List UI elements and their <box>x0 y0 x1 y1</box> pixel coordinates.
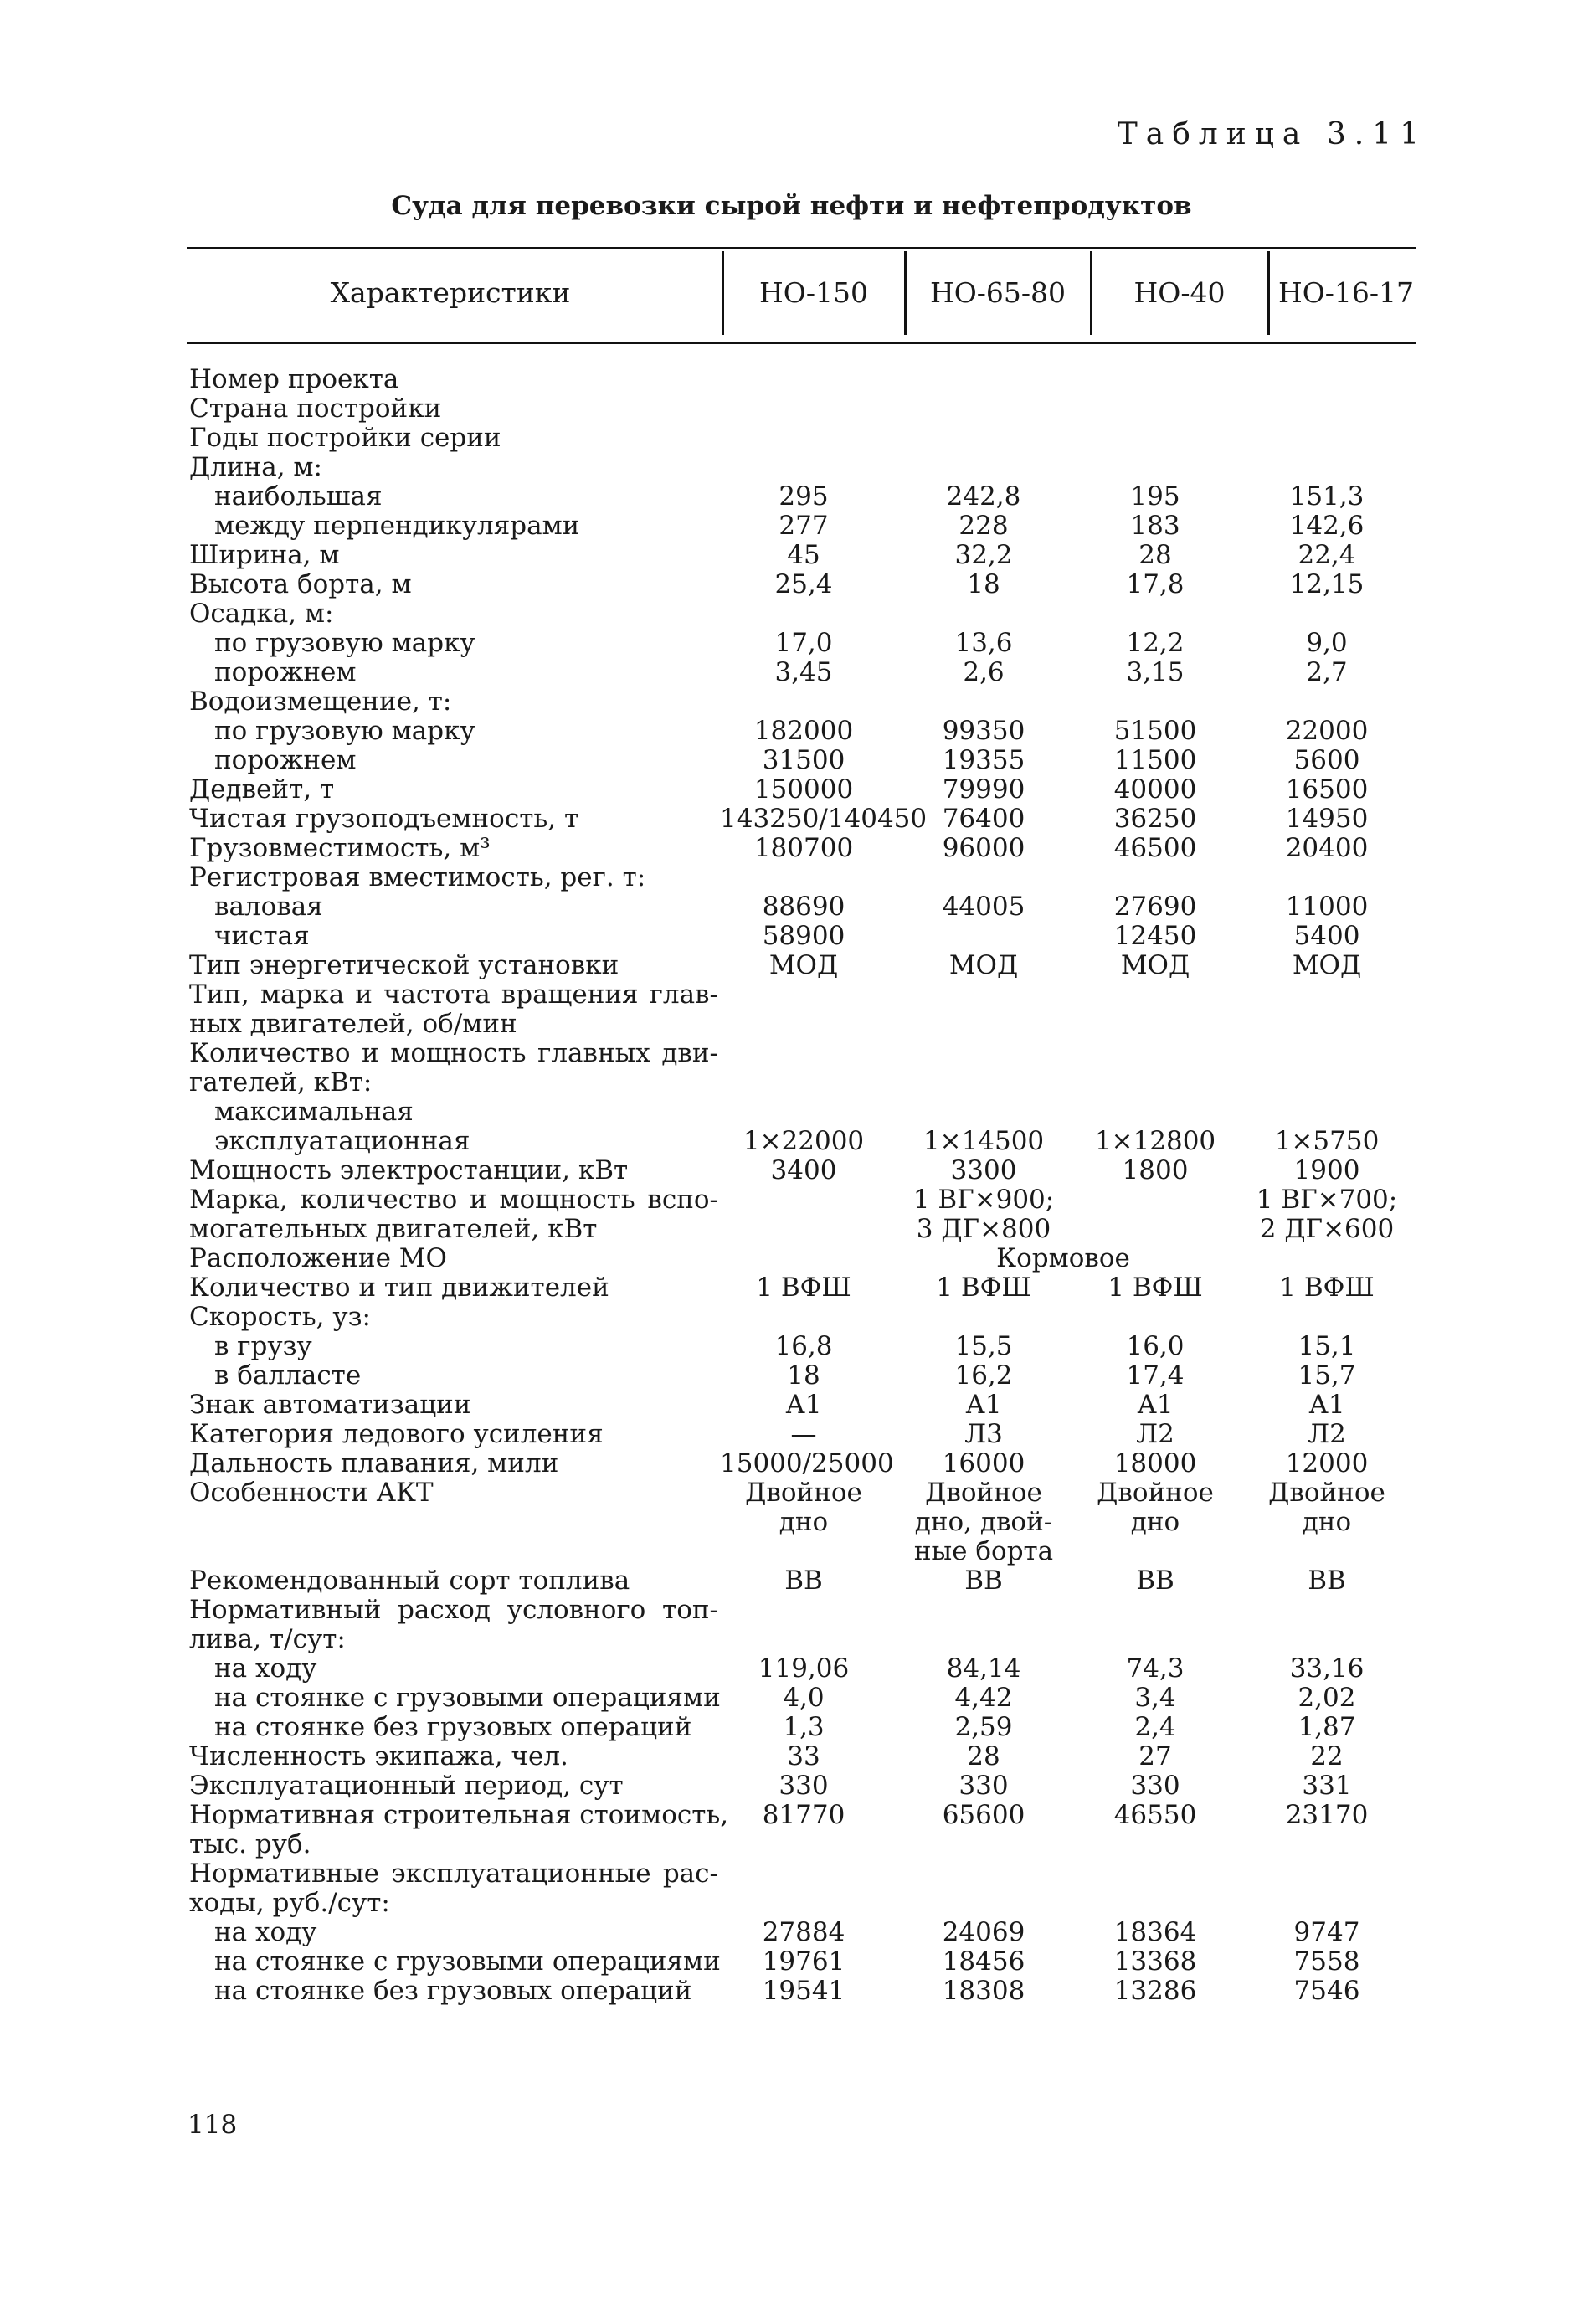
table-header-rule <box>187 342 1416 344</box>
row-label: Нормативная строительная стоимость, <box>189 1800 729 1830</box>
cell-no-40: 36250 <box>1113 804 1197 834</box>
cell-no-150: 17,0 <box>774 628 833 658</box>
cell-no-40: 330 <box>1130 1771 1180 1801</box>
cell-no-65-80: 24069 <box>942 1917 1025 1947</box>
table-row <box>0 1332 1583 1361</box>
row-label: на ходу <box>214 1917 317 1947</box>
cell-no-40: 74,3 <box>1126 1653 1185 1684</box>
table-row <box>0 1596 1583 1625</box>
row-label: лива, т/сут: <box>189 1624 346 1654</box>
row-label: тыс. руб. <box>189 1829 311 1859</box>
row-label: на стоянке с грузовыми операциями <box>214 1683 721 1713</box>
cell-no-16-17: А1 <box>1308 1390 1345 1420</box>
table-row <box>0 570 1583 599</box>
cell-no-65-80: 44005 <box>942 892 1025 922</box>
cell-no-40: дно <box>1130 1507 1180 1537</box>
cell-no-16-17: 2,7 <box>1306 657 1348 687</box>
cell-no-16-17: 7546 <box>1293 1976 1360 2006</box>
cell-no-150: 3,45 <box>774 657 833 687</box>
row-label: Тип, марка и частота вращения глав- <box>189 979 718 1010</box>
table-row <box>0 1391 1583 1420</box>
table-row <box>0 746 1583 775</box>
cell-no-16-17: 15,1 <box>1298 1331 1356 1361</box>
cell-no-65-80: 18456 <box>942 1946 1025 1977</box>
cell-no-16-17: 2 ДГ×600 <box>1259 1214 1395 1244</box>
cell-no-65-80: 2,6 <box>963 657 1005 687</box>
cell-no-65-80: 1 ВГ×900; <box>912 1185 1055 1215</box>
row-label: Водоизмещение, т: <box>189 686 452 717</box>
cell-no-150: 16,8 <box>774 1331 833 1361</box>
cell-no-16-17: 16500 <box>1285 774 1369 805</box>
cell-no-16-17: 15,7 <box>1298 1360 1356 1391</box>
cell-no-150: 15000/25000 <box>720 1448 894 1478</box>
cell-no-65-80: 15,5 <box>954 1331 1013 1361</box>
table-row <box>0 541 1583 570</box>
table-row <box>0 1185 1583 1215</box>
row-label: на стоянке с грузовыми операциями <box>214 1946 721 1977</box>
cell-no-150: 3400 <box>770 1155 837 1185</box>
row-label: валовая <box>214 892 323 922</box>
cell-no-65-80: ВВ <box>964 1566 1003 1596</box>
cell-no-150: МОД <box>768 950 839 980</box>
table-row <box>0 775 1583 805</box>
row-span-value: Кормовое <box>996 1243 1130 1273</box>
cell-no-150: 119,06 <box>758 1653 850 1684</box>
cell-no-150: Двойное <box>745 1478 862 1508</box>
cell-no-65-80: 1×14500 <box>923 1126 1045 1156</box>
column-divider <box>722 251 724 335</box>
row-label: Осадка, м: <box>189 599 334 629</box>
cell-no-150: 143250/140450 <box>720 804 928 834</box>
cell-no-16-17: 1×5750 <box>1274 1126 1380 1156</box>
table-row <box>0 1654 1583 1684</box>
row-label: в балласте <box>214 1360 362 1391</box>
table-row <box>0 1918 1583 1947</box>
header-ship-no-150: НО-150 <box>759 276 868 309</box>
cell-no-65-80: 76400 <box>942 804 1025 834</box>
row-label: ходы, руб./сут: <box>189 1888 390 1918</box>
table-row <box>0 365 1583 394</box>
cell-no-16-17: МОД <box>1292 950 1362 980</box>
table-row <box>0 805 1583 834</box>
cell-no-150: 33 <box>787 1741 820 1771</box>
table-row <box>0 1684 1583 1713</box>
cell-no-16-17: 1 ВГ×700; <box>1256 1185 1398 1215</box>
table-title: Суда для перевозки сырой нефти и нефтепродуктов <box>391 191 1192 221</box>
cell-no-40: 27 <box>1138 1741 1172 1771</box>
cell-no-40: МОД <box>1120 950 1190 980</box>
row-label: порожнем <box>214 657 357 687</box>
row-label: по грузовую марку <box>214 628 475 658</box>
cell-no-150: 18 <box>787 1360 820 1391</box>
cell-no-16-17: 7558 <box>1293 1946 1360 1977</box>
cell-no-16-17: 22000 <box>1285 716 1369 746</box>
cell-no-16-17: 9,0 <box>1306 628 1348 658</box>
table-row <box>0 1010 1583 1039</box>
table-row <box>0 1039 1583 1068</box>
row-label: эксплуатационная <box>214 1126 470 1156</box>
cell-no-150: 150000 <box>753 774 854 805</box>
table-row <box>0 482 1583 512</box>
cell-no-150: 1,3 <box>783 1712 825 1742</box>
cell-no-40: 195 <box>1130 481 1180 512</box>
cell-no-150: 81770 <box>762 1800 845 1830</box>
cell-no-150: дно <box>779 1507 829 1537</box>
table-row <box>0 1801 1583 1830</box>
cell-no-40: 16,0 <box>1126 1331 1185 1361</box>
cell-no-150: А1 <box>785 1390 822 1420</box>
header-ship-no-65-80: НО-65-80 <box>929 276 1066 309</box>
cell-no-40: ВВ <box>1136 1566 1174 1596</box>
cell-no-40: Л2 <box>1136 1419 1174 1449</box>
header-ship-no-40: НО-40 <box>1133 276 1226 309</box>
cell-no-40: 12450 <box>1113 921 1197 951</box>
cell-no-16-17: Л2 <box>1308 1419 1346 1449</box>
table-row <box>0 1977 1583 2006</box>
cell-no-150: 25,4 <box>774 569 833 599</box>
table-row <box>0 892 1583 922</box>
row-label: чистая <box>214 921 310 951</box>
cell-no-16-17: 5600 <box>1293 745 1360 775</box>
row-label: в грузу <box>214 1331 312 1361</box>
table-row <box>0 1068 1583 1098</box>
cell-no-150: 27884 <box>762 1917 845 1947</box>
page-number: 118 <box>188 2110 238 2140</box>
row-label: Эксплуатационный период, сут <box>189 1771 624 1801</box>
row-label: Годы постройки серии <box>189 423 501 453</box>
cell-no-65-80: А1 <box>965 1390 1002 1420</box>
column-divider <box>1267 251 1270 335</box>
cell-no-16-17: 1 ВФШ <box>1279 1273 1375 1303</box>
table-row <box>0 1273 1583 1303</box>
cell-no-16-17: 20400 <box>1285 833 1369 863</box>
table-row <box>0 1830 1583 1859</box>
cell-no-65-80: дно, двой- <box>914 1507 1053 1537</box>
table-row <box>0 980 1583 1010</box>
cell-no-16-17: 5400 <box>1293 921 1360 951</box>
table-row <box>0 1420 1583 1449</box>
cell-no-40: 13286 <box>1113 1976 1197 2006</box>
table-row <box>0 834 1583 863</box>
cell-no-16-17: 142,6 <box>1289 511 1365 541</box>
cell-no-65-80: МОД <box>948 950 1019 980</box>
cell-no-40: 17,4 <box>1126 1360 1185 1391</box>
cell-no-150: — <box>790 1419 817 1449</box>
table-row <box>0 1449 1583 1478</box>
row-label: на стоянке без грузовых операций <box>214 1976 692 2006</box>
table-row <box>0 951 1583 980</box>
header-ship-no-16-17: НО-16-17 <box>1277 276 1415 309</box>
cell-no-65-80: 16000 <box>942 1448 1025 1478</box>
table-row <box>0 629 1583 658</box>
row-label: Марка, количество и мощность вспо- <box>189 1185 718 1215</box>
row-label: на стоянке без грузовых операций <box>214 1712 692 1742</box>
cell-no-16-17: 11000 <box>1285 892 1369 922</box>
table-row <box>0 1098 1583 1127</box>
table-body <box>0 365 1583 2006</box>
cell-no-65-80: 4,42 <box>954 1683 1013 1713</box>
cell-no-150: 1 ВФШ <box>756 1273 851 1303</box>
cell-no-40: 46550 <box>1113 1800 1197 1830</box>
cell-no-40: 46500 <box>1113 833 1197 863</box>
cell-no-150: ВВ <box>784 1566 823 1596</box>
table-row <box>0 922 1583 951</box>
table-row <box>0 717 1583 746</box>
table-row <box>0 863 1583 892</box>
cell-no-150: 295 <box>779 481 829 512</box>
row-label: гателей, кВт: <box>189 1067 373 1098</box>
row-label: Знак автоматизации <box>189 1390 471 1420</box>
table-row <box>0 1889 1583 1918</box>
cell-no-40: 1×12800 <box>1094 1126 1216 1156</box>
table-row <box>0 687 1583 717</box>
cell-no-40: 183 <box>1130 511 1180 541</box>
table-row <box>0 394 1583 424</box>
row-label: Количество и мощность главных дви- <box>189 1038 718 1068</box>
row-label: Дальность плавания, мили <box>189 1448 559 1478</box>
table-row <box>0 1947 1583 1977</box>
cell-no-40: 51500 <box>1113 716 1197 746</box>
row-label: Особенности АКТ <box>189 1478 434 1508</box>
row-label: Мощность электростанции, кВт <box>189 1155 629 1185</box>
cell-no-40: Двойное <box>1097 1478 1214 1508</box>
cell-no-150: 277 <box>779 511 829 541</box>
cell-no-40: 3,4 <box>1134 1683 1176 1713</box>
cell-no-65-80: 228 <box>959 511 1009 541</box>
row-label: Тип энергетической установки <box>189 950 619 980</box>
cell-no-150: 182000 <box>753 716 854 746</box>
table-row <box>0 1859 1583 1889</box>
table-row <box>0 1244 1583 1273</box>
cell-no-40: А1 <box>1137 1390 1174 1420</box>
row-label: Рекомендованный сорт топлива <box>189 1566 630 1596</box>
row-label: Чистая грузоподъемность, т <box>189 804 579 834</box>
row-label: Скорость, уз: <box>189 1302 371 1332</box>
table-row <box>0 1742 1583 1771</box>
row-label: Страна постройки <box>189 393 442 424</box>
table-row <box>0 1361 1583 1391</box>
cell-no-65-80: 32,2 <box>954 540 1013 570</box>
cell-no-65-80: ные борта <box>913 1536 1054 1566</box>
row-label: на ходу <box>214 1653 317 1684</box>
row-label: Дедвейт, т <box>189 774 335 805</box>
cell-no-65-80: 13,6 <box>954 628 1013 658</box>
row-label: по грузовую марку <box>214 716 475 746</box>
cell-no-40: 28 <box>1138 540 1172 570</box>
table-row <box>0 1303 1583 1332</box>
cell-no-150: 88690 <box>762 892 845 922</box>
cell-no-150: 45 <box>787 540 820 570</box>
cell-no-40: 13368 <box>1113 1946 1197 1977</box>
cell-no-16-17: 2,02 <box>1298 1683 1356 1713</box>
cell-no-65-80: 65600 <box>942 1800 1025 1830</box>
cell-no-40: 12,2 <box>1126 628 1185 658</box>
row-label: Высота борта, м <box>189 569 412 599</box>
cell-no-40: 3,15 <box>1126 657 1185 687</box>
cell-no-65-80: 84,14 <box>946 1653 1021 1684</box>
table-row <box>0 1537 1583 1566</box>
cell-no-40: 40000 <box>1113 774 1197 805</box>
cell-no-40: 2,4 <box>1134 1712 1176 1742</box>
table-row <box>0 512 1583 541</box>
table-row <box>0 1713 1583 1742</box>
table-row <box>0 1478 1583 1508</box>
row-label: Ширина, м <box>189 540 340 570</box>
cell-no-65-80: 79990 <box>942 774 1025 805</box>
cell-no-40: 17,8 <box>1126 569 1185 599</box>
row-label: Количество и тип движителей <box>189 1273 609 1303</box>
row-label: наибольшая <box>214 481 383 512</box>
cell-no-65-80: Двойное <box>925 1478 1042 1508</box>
row-label: Длина, м: <box>189 452 322 482</box>
table-top-rule <box>187 247 1416 249</box>
cell-no-65-80: 3 ДГ×800 <box>916 1214 1051 1244</box>
table-row <box>0 1566 1583 1596</box>
row-label: Нормативный расход условного топ- <box>189 1595 718 1625</box>
table-row <box>0 1508 1583 1537</box>
cell-no-65-80: 330 <box>959 1771 1009 1801</box>
table-row <box>0 599 1583 629</box>
cell-no-150: 330 <box>779 1771 829 1801</box>
row-label: Категория ледового усиления <box>189 1419 604 1449</box>
cell-no-150: 19541 <box>762 1976 845 2006</box>
cell-no-65-80: 3300 <box>950 1155 1017 1185</box>
cell-no-65-80: 2,59 <box>954 1712 1013 1742</box>
cell-no-150: 31500 <box>762 745 845 775</box>
cell-no-16-17: 12,15 <box>1289 569 1365 599</box>
cell-no-16-17: 331 <box>1302 1771 1352 1801</box>
cell-no-150: 180700 <box>753 833 854 863</box>
cell-no-150: 1×22000 <box>743 1126 865 1156</box>
cell-no-16-17: 1,87 <box>1298 1712 1356 1742</box>
row-label: между перпендикулярами <box>214 511 580 541</box>
row-label: Номер проекта <box>189 364 399 394</box>
cell-no-65-80: 18 <box>967 569 1000 599</box>
table-row <box>0 1771 1583 1801</box>
row-label: Грузовместимость, м³ <box>189 833 491 863</box>
cell-no-65-80: 99350 <box>942 716 1025 746</box>
cell-no-16-17: 9747 <box>1293 1917 1360 1947</box>
cell-no-150: 19761 <box>762 1946 845 1977</box>
column-divider <box>1090 251 1092 335</box>
table-number: Таблица 3.11 <box>1117 117 1427 152</box>
cell-no-16-17: 23170 <box>1285 1800 1369 1830</box>
cell-no-16-17: 1900 <box>1293 1155 1360 1185</box>
row-label: Нормативные эксплуатационные рас- <box>189 1859 718 1889</box>
table-row <box>0 658 1583 687</box>
cell-no-150: 58900 <box>762 921 845 951</box>
cell-no-40: 27690 <box>1113 892 1197 922</box>
cell-no-16-17: Двойное <box>1268 1478 1385 1508</box>
table-row <box>0 1625 1583 1654</box>
cell-no-40: 18364 <box>1113 1917 1197 1947</box>
row-label: ных двигателей, об/мин <box>189 1009 517 1039</box>
table-row <box>0 1215 1583 1244</box>
row-label: максимальная <box>214 1097 414 1127</box>
cell-no-16-17: 22 <box>1310 1741 1344 1771</box>
table-row <box>0 453 1583 482</box>
cell-no-16-17: 14950 <box>1285 804 1369 834</box>
table-row <box>0 424 1583 453</box>
cell-no-40: 1 ВФШ <box>1108 1273 1203 1303</box>
cell-no-16-17: 33,16 <box>1289 1653 1365 1684</box>
row-label: Регистровая вместимость, рег. т: <box>189 862 646 892</box>
cell-no-16-17: ВВ <box>1308 1566 1346 1596</box>
table-row <box>0 1127 1583 1156</box>
row-label: порожнем <box>214 745 357 775</box>
row-label: Расположение МО <box>189 1243 447 1273</box>
table-row <box>0 1156 1583 1185</box>
cell-no-16-17: дно <box>1302 1507 1352 1537</box>
cell-no-40: 11500 <box>1113 745 1197 775</box>
cell-no-40: 1800 <box>1122 1155 1189 1185</box>
cell-no-65-80: Л3 <box>964 1419 1003 1449</box>
row-label: могательных двигателей, кВт <box>189 1214 598 1244</box>
cell-no-65-80: 18308 <box>942 1976 1025 2006</box>
cell-no-150: 4,0 <box>783 1683 825 1713</box>
cell-no-65-80: 1 ВФШ <box>936 1273 1031 1303</box>
cell-no-65-80: 16,2 <box>954 1360 1013 1391</box>
column-divider <box>904 251 907 335</box>
cell-no-65-80: 19355 <box>942 745 1025 775</box>
cell-no-16-17: 22,4 <box>1298 540 1356 570</box>
cell-no-65-80: 28 <box>967 1741 1000 1771</box>
cell-no-65-80: 242,8 <box>946 481 1021 512</box>
header-characteristics: Характеристики <box>330 276 571 309</box>
cell-no-16-17: 151,3 <box>1289 481 1365 512</box>
cell-no-65-80: 96000 <box>942 833 1025 863</box>
cell-no-40: 18000 <box>1113 1448 1197 1478</box>
row-label: Численность экипажа, чел. <box>189 1741 568 1771</box>
cell-no-16-17: 12000 <box>1285 1448 1369 1478</box>
